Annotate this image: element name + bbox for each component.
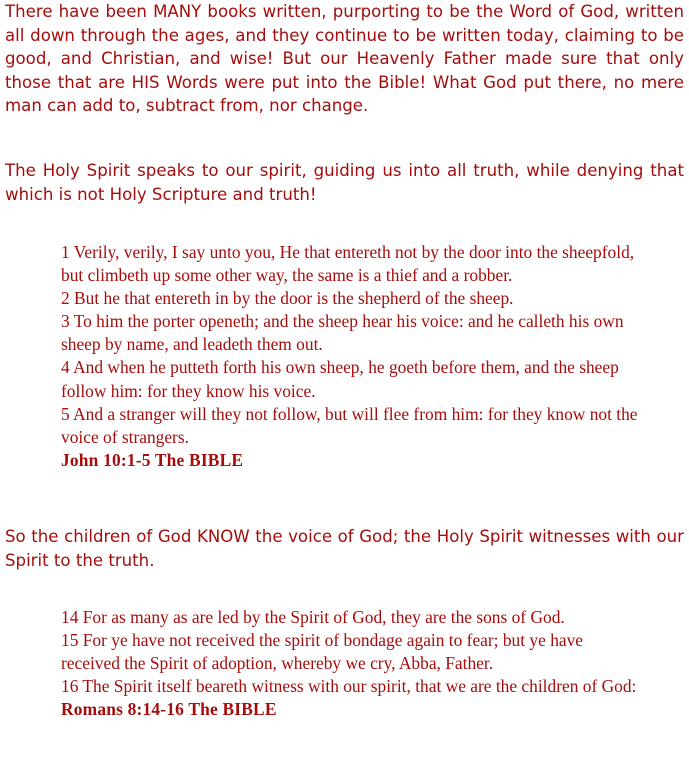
- verse: 4 And when he putteth forth his own sheep, he goeth before them, and the sheep follow him: for they know his voice.: [61, 357, 619, 401]
- verse: 16 The Spirit itself beareth witness with our spirit, that we are the children of God:: [61, 676, 637, 697]
- verse: 1 Verily, verily, I say unto you, He that entereth not by the door into the sheepfold, but climbeth up some other way, the same is a thief and a robber.: [61, 242, 635, 286]
- romans-scripture-quote: [61, 606, 641, 721]
- john-scripture-quote: [61, 241, 641, 472]
- scripture-reference: Romans 8:14-16 The BIBLE: [61, 699, 277, 720]
- verse: 14 For as many as are led by the Spirit of God, they are the sons of God.: [61, 607, 565, 627]
- scripture-reference: John 10:1-5 The BIBLE: [61, 449, 244, 470]
- holy-spirit-paragraph: The Holy Spirit speaks to our spirit, guiding us into all truth, while denying that which is not Holy Scripture and truth!: [5, 161, 684, 204]
- intro-paragraph: There have been MANY books written, purporting to be the Word of God, written all down through the ages, and they continue to be written today, claiming to be good, and Christian, and wise! But our Heavenly Father made sure that only those that are HIS Words were put into the Bible! What God put there, no mere man can add to, subtract from, nor change.: [5, 2, 684, 116]
- verse: 5 And a stranger will they not follow, but will flee from him: for they know not the voice of strangers.: [61, 403, 638, 447]
- verse: 15 For ye have not received the spirit of bondage again to fear; but ye have received the Spirit of adoption, whereby we cry, Abba, Father.: [61, 630, 584, 674]
- verse: 2 But he that entereth in by the door is the shepherd of the sheep.: [61, 288, 514, 309]
- verse: 3 To him the porter openeth; and the sheep hear his voice: and he calleth his own sheep by name, and leadeth them out.: [61, 311, 624, 355]
- children-of-god-paragraph: So the children of God KNOW the voice of God; the Holy Spirit witnesses with our Spirit to the truth.: [5, 527, 684, 570]
